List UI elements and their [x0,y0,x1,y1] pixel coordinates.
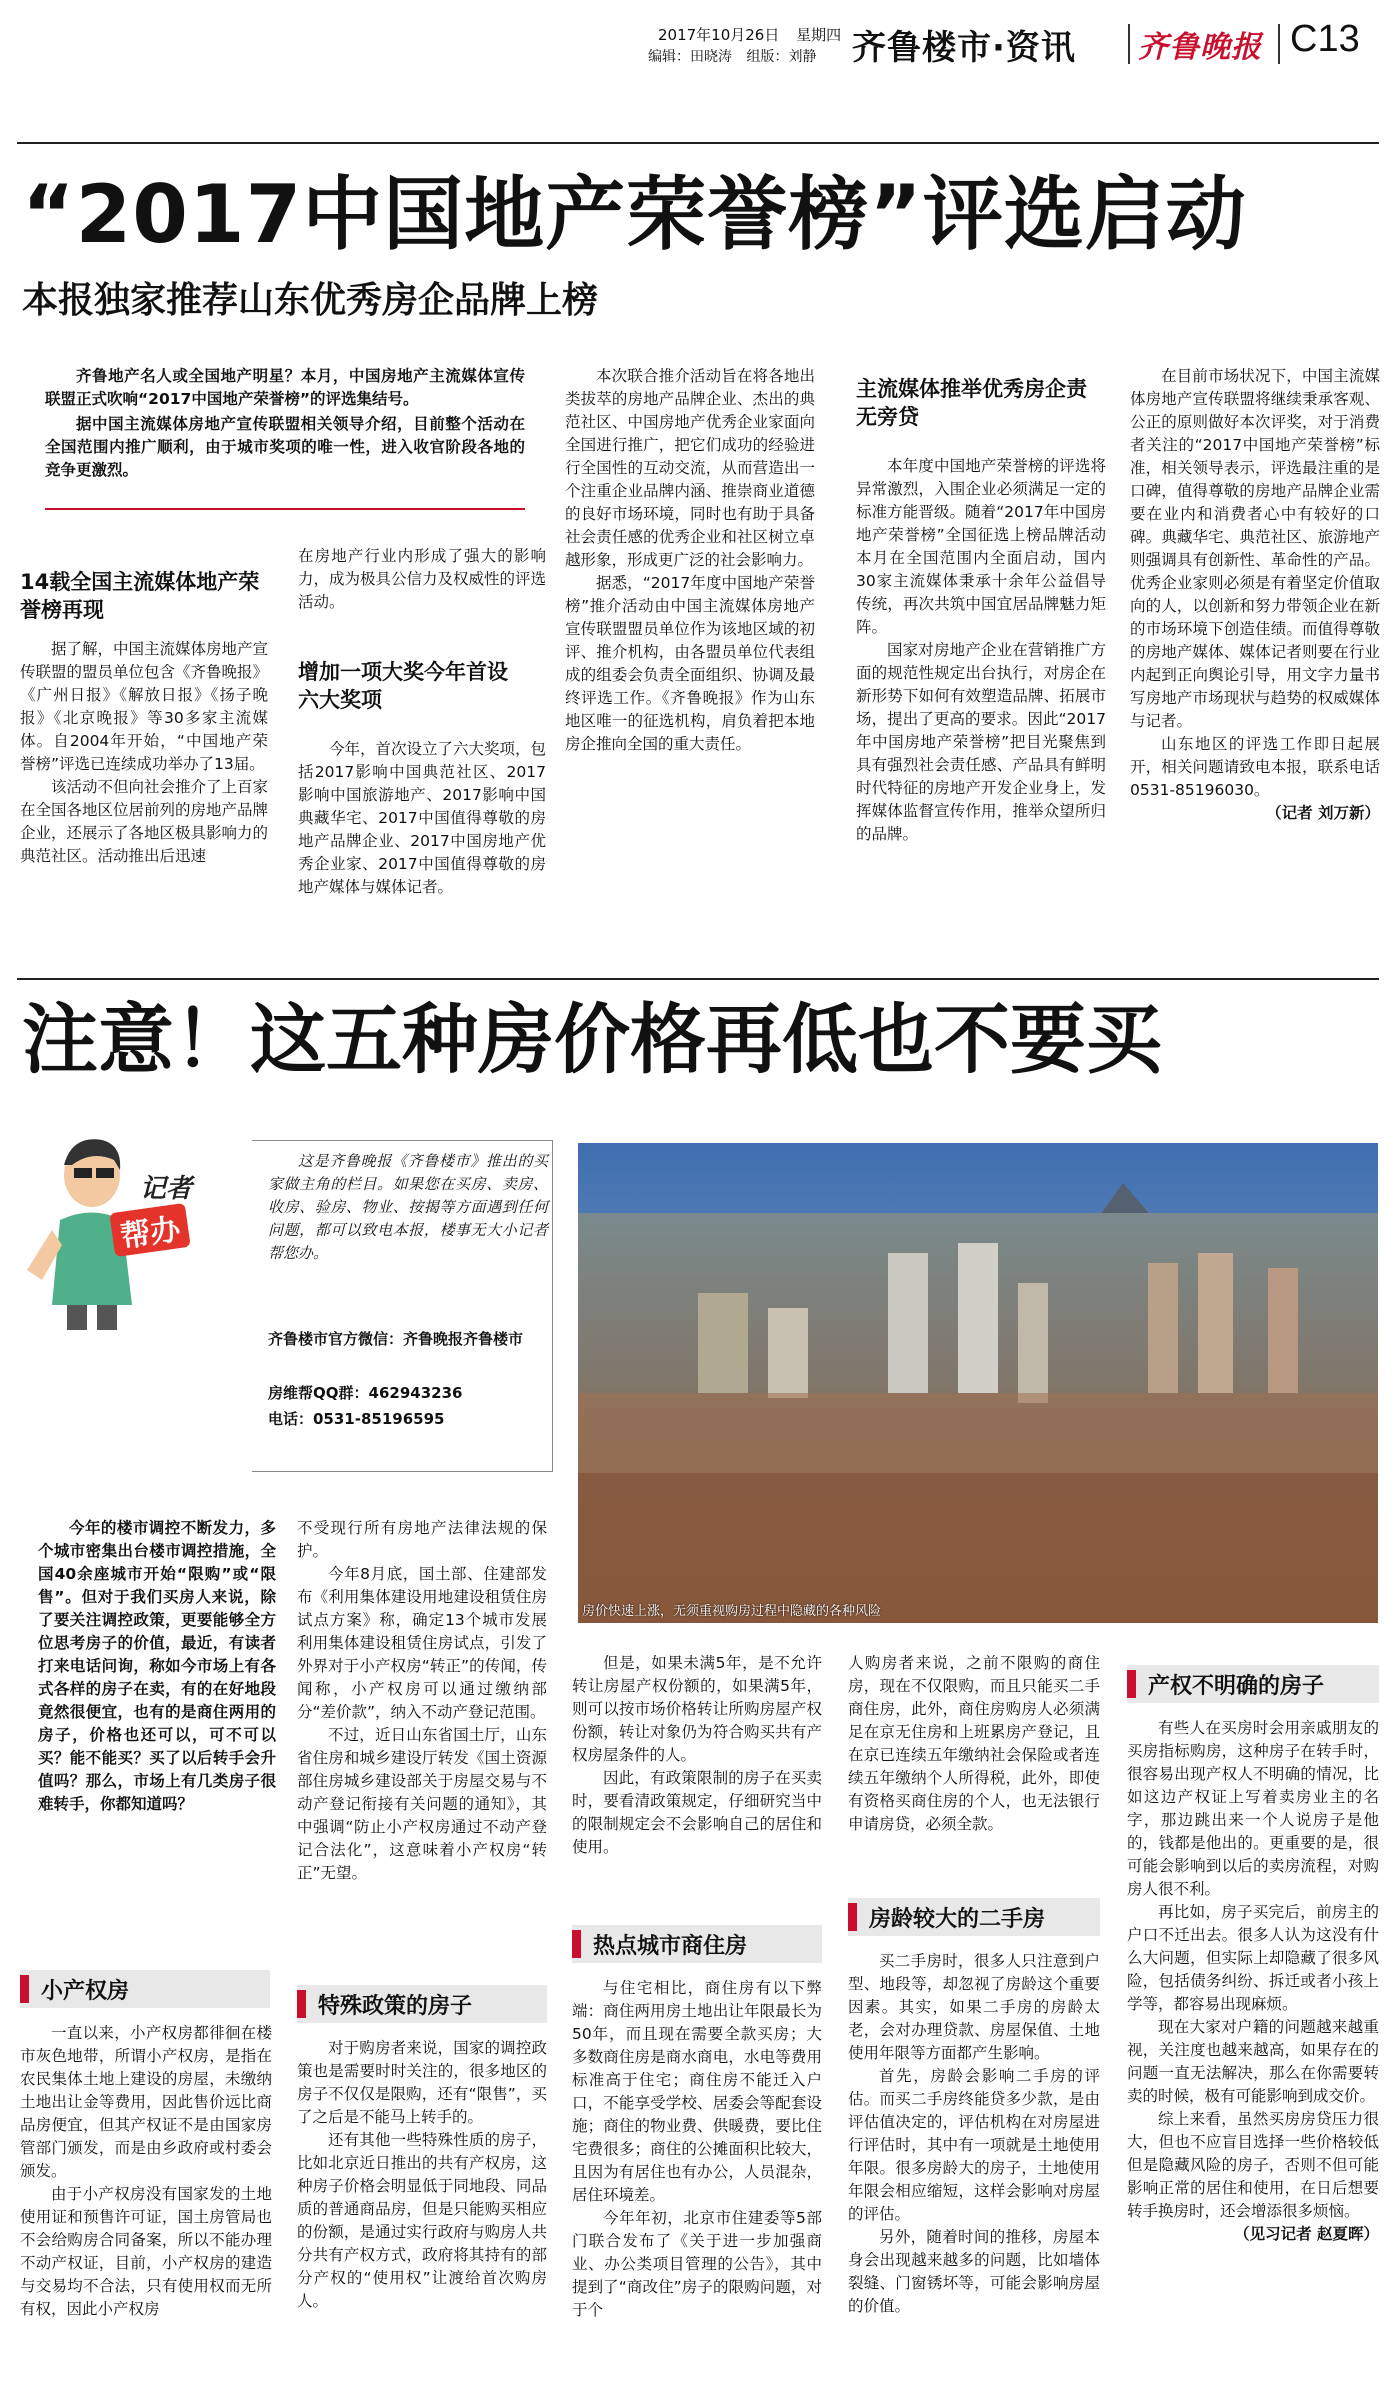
article1-lead [45,365,525,482]
header-divider-2 [1278,24,1280,64]
col1-paragraph-2: 该活动不但向社会推介了上百家在全国各地区位居前列的房地产品牌企业，还展示了各地区极具影响力的典范社区。活动推出后迅速 [20,778,269,865]
tag-commercial-residential [572,1925,822,1963]
section-title: 齐鲁楼市·资讯 [852,28,1076,68]
lead-paragraph-2: 据中国主流媒体房地产宣传联盟相关领导介绍，目前整个活动在全国范围内推广顺利，由于城市奖项的唯一性，进入收官阶段各地的竞争更激烈。 [45,415,525,479]
col2-paragraph-b: 今年8月底，国土部、住建部发布《利用集体建设用地建设租赁住房试点方案》称，确定13个城市发展利用集体建设租赁住房试点，引发了外界对于小产权房“转正”的传闻，传闻称，小产权房可以通过缴纳部分“差价款”，纳入不动产登记范围。 [297,1565,547,1721]
header-weekday: 星期四 [796,26,842,44]
help-intro: 这是齐鲁晚报《齐鲁楼市》推出的买家做主角的栏目。如果您在买房、卖房、收房、验房、物业、按揭等方面遇到任何问题，都可以致电本报，楼事无大小记者帮您办。 [268,1152,548,1262]
article2-lead: 今年的楼市调控不断发力，多个城市密集出台楼市调控措施，全国40余座城市开始“限购”或“限售”。但对于我们买房人来说，除了要关注调控政策，更要能够全方位思考房子的价值，最近，有读者打来电话问询，称如今市场上有各式各样的房子在卖，有的在好地段竟然很便宜，也有的是商住两用的房子，价格也还可以，可不可以买？能不能买？买了以后转手会升值吗？那么，市场上有几类房子很难转手，你都知道吗？ [38,1519,276,1813]
tag-bar [572,1930,581,1958]
header-divider-1 [1128,24,1130,64]
tag-unclear-ownership [1127,1665,1379,1703]
tag-small-property [20,1970,270,2008]
article1-col3 [565,365,815,756]
special-policy-paragraph-2: 还有其他一些特殊性质的房子，比如北京近日推出的共有产权房，这种房子价格会明显低于同地段、同品质的普通商品房，但是只能购买相应的份额，是通过实行政府与购房人共分共有产权方式，政府将其持有的部分产权的“使用权”让渡给首次购房人。 [297,2131,547,2310]
col3-paragraph-b: 因此，有政策限制的房子在买卖时，要看清政策规定，仔细研究当中的限制规定会不会影响自己的居住和使用。 [572,1769,822,1856]
lead-underline [45,508,525,510]
article-divider [17,978,1379,980]
article2-col5 [1127,1717,1379,2246]
help-phone: 电话：0531-85196595 [268,1410,445,1428]
ownership-paragraph-3: 现在大家对户籍的问题越来越重视，关注度也越来越高，如果存在的问题一直无法解决，那么在你需要转卖的时候，极有可能影响到成交价。 [1127,2018,1379,2105]
small-property-paragraph-1: 一直以来，小产权房都徘徊在楼市灰色地带，所谓小产权房，是指在农民集体土地上建设的房屋，未缴纳土地出让金等费用，因此售价远比商品房便宜，但其产权证不是由国家房管部门颁发，而是由乡政府或村委会颁发。 [20,2024,272,2180]
commercial-paragraph-2: 今年年初，北京市住建委等5部门联合发布了《关于进一步加强商业、办公类项目管理的公告》，其中提到了“商改住”房子的限购问题，对于个 [572,2209,822,2319]
col4-paragraph-2: 国家对房地产企业在营销推广方面的规范性规定出台执行，对房企在新形势下如何有效塑造品牌、拓展市场，提出了更高的要求。因此“2017年中国房地产荣誉榜”把目光聚焦到具有强烈社会责任感、产品具有鲜明时代特征的房地产开发企业身上，发挥媒体监督宣传作用，推举众望所归的品牌。 [856,641,1106,843]
article2-col4 [848,1652,1100,1836]
article1-title: “2017中国地产荣誉榜”评选启动 [22,168,1247,261]
article1-col2 [298,738,546,899]
col2-paragraph-0: 在房地产行业内形成了强大的影响力，成为极具公信力及权威性的评选活动。 [298,547,547,611]
small-property-paragraph-2: 由于小产权房没有国家发的土地使用证和预售许可证，国土房管局也不会给购房合同备案，所以不能办理不动产权证，目前，小产权房的建造与交易均不合法，只有使用权而无所有权，因此小产权房 [20,2185,272,2318]
tag-special-policy [297,1985,547,2023]
col4-paragraph-a: 人购房者来说，之前不限购的商住房，现在不仅限购，而且只能买二手商住房，此外，商住房购房人必须满足在京无住房和上班累房产登记，且在京已连续五年缴纳社会保险或者连续五年缴纳个人所得税，此外，即使有资格买商住房的个人，也无法银行申请房贷，必须全款。 [848,1654,1100,1833]
article1-col5 [1130,365,1380,825]
old-house-paragraph-3: 另外，随着时间的推移，房屋本身会出现越来越多的问题，比如墙体裂缝、门窗锈坏等，可能会影响房屋的价值。 [848,2228,1100,2315]
help-qq: 房维帮QQ群：462943236 [268,1384,463,1402]
photo-caption: 房价快速上涨，无须重视购房过程中隐藏的各种风险 [582,1604,882,1619]
help-wechat: 齐鲁楼市官方微信：齐鲁晚报齐鲁楼市 [268,1330,524,1348]
header-date [658,24,841,45]
city-skyline-image [578,1143,1378,1623]
header-layout: 组版：刘静 [746,49,817,65]
ownership-paragraph-2: 再比如，房子买完后，前房主的户口不迁出去。很多人认为这没有什么大问题，但实际上却隐藏了很多风险，包括债务纠纷、拆迁或者小孩上学等，都容易出现麻烦。 [1127,1903,1379,2013]
article1-subtitle: 本报独家推荐山东优秀房企品牌上榜 [22,280,599,321]
tag-bar [20,1975,29,2003]
help-box [22,1120,562,1485]
header-date-text: 2017年10月26日 [658,26,780,44]
article2-col2-lower [297,2037,547,2313]
tag-bar [297,1990,306,2018]
tag-bar [848,1903,857,1931]
article1-subhead-3: 主流媒体推举优秀房企责无旁贷 [856,377,1087,429]
tag-bar [1127,1670,1136,1698]
article1-byline: （记者 刘万新） [1266,804,1380,822]
article2-col3-lower [572,1977,822,2322]
tag-old-house-label: 房龄较大的二手房 [869,1906,1046,1932]
col2-paragraph-1: 今年，首次设立了六大奖项，包括2017影响中国典范社区、2017影响中国旅游地产、2017影响中国典藏华宅、2017中国值得尊敬的房地产品牌企业、2017中国房地产优秀企业家、2017中国值得尊敬的房地产媒体与媒体记者。 [298,740,547,896]
article2-col3 [572,1652,822,1859]
tag-special-policy-label: 特殊政策的房子 [318,1993,473,2019]
col1-paragraph-1: 据了解，中国主流媒体房地产宣传联盟的盟员单位包含《齐鲁晚报》《广州日报》《解放日报》《扬子晚报》《北京晚报》等30多家主流媒体。自2004年开始，“中国地产荣誉榜”评选已连续成功举办了13届。 [20,640,269,773]
commercial-paragraph-1: 与住宅相比，商住房有以下弊端：商住两用房土地出让年限最长为50年，而且现在需要全款买房；大多数商住房是商水商电，水电等费用标准高于住宅；商住房不能迁入户口，不能享受学校、居委会等配套设施；商住的物业费、供暖费，要比住宅费很多；商住的公摊面积比较大，且因为有居住也有办公，人员混杂，居住环境差。 [572,1979,822,2204]
article2-byline: （见习记者 赵夏晖） [1234,2225,1379,2243]
col4-paragraph-1: 本年度中国地产荣誉榜的评选将异常激烈，入围企业必须满足一定的标准方能晋级。随着“2017年中国房地产荣誉榜”全国征选上榜品牌活动本月在全国范围内全面启动，国内30家主流媒体秉承十余年公益倡导传统，再次共筑中国宜居品牌魅力矩阵。 [856,457,1106,636]
article1-subhead-2: 增加一项大奖今年首设六大奖项 [298,660,508,712]
tag-commercial-residential-label: 热点城市商住房 [593,1933,748,1959]
tag-unclear-ownership-label: 产权不明确的房子 [1148,1673,1325,1699]
city-skyline-photo [578,1143,1378,1623]
col2-paragraph-c: 不过，近日山东省国土厅，山东省住房和城乡建设厅转发《国土资源部住房城乡建设部关于房屋交易与不动产登记衔接有关问题的通知》，其中强调“防止小产权房通过不动产登记合法化”，这意味着小产权房“转正”无望。 [297,1726,547,1882]
special-policy-paragraph-1: 对于购房者来说，国家的调控政策也是需要时时关注的，很多地区的房子不仅仅是限购，还有“限售”，买了之后是不能马上转手的。 [297,2039,547,2126]
tag-small-property-label: 小产权房 [41,1978,130,2004]
ownership-paragraph-1: 有些人在买房时会用亲戚朋友的买房指标购房，这种房子在转手时，很容易出现产权人不明确的情况，比如这边产权证上写着卖房业主的名字，那边跳出来一个人说房子是他的，钱都是他出的。更重要的是，很可能会影响到以后的卖房流程，对购房人很不利。 [1127,1719,1379,1898]
badge-reporter: 记者 [140,1174,193,1204]
article1-col1 [20,638,268,868]
header-editor-line [648,46,816,66]
col5-paragraph-1: 在目前市场状况下，中国主流媒体房地产宣传联盟将继续秉承客观、公正的原则做好本次评奖，对于消费者关注的“2017中国地产荣誉榜”标准，相关领导表示，评选最注重的是口碑，值得尊敬的房地产品牌企业需要在业内和消费者心中有较好的口碑。典藏华宅、典范社区、旅游地产则强调具有创新性、革命性的产品。优秀企业家则必须是有着坚定价值取向的人，以创新和努力带领企业在新的市场环境下创造佳绩。而值得尊敬的房地产媒体、媒体记者则要在行业内起到正向舆论引导，用文字力量书写房地产市场现状与趋势的权威媒体与记者。 [1130,367,1380,730]
article1-col2-top [298,545,546,614]
old-house-paragraph-1: 买二手房时，很多人只注意到户型、地段等，却忽视了房龄这个重要因素。其实，如果二手房的房龄太老，会对办理贷款、房屋保值、土地使用年限等方面都产生影响。 [848,1952,1100,2062]
lead-paragraph-1: 齐鲁地产名人或全国地产明星？本月，中国房地产主流媒体宣传联盟正式吹响“2017中国地产荣誉榜”的评选集结号。 [45,367,525,408]
header-editor: 编辑：田晓涛 [648,49,732,65]
badge-help: 帮办 [109,1203,190,1257]
col3-paragraph-a: 但是，如果未满5年，是不允许转让房屋产权份额的，如果满5年，则可以按市场价格转让所购房屋产权份额，转让对象仍为符合购买共有产权房屋条件的人。 [572,1654,822,1764]
header-rule [17,142,1379,144]
page-number: C13 [1290,18,1360,60]
tag-old-house [848,1898,1100,1936]
ownership-paragraph-4: 综上来看，虽然买房房贷压力很大，但也不应盲目选择一些价格较低但是隐藏风险的房子，否则不但可能影响正常的居住和使用，在日后想要转手换房时，还会增添很多烦恼。 [1127,2110,1379,2220]
article2-col4-lower [848,1950,1100,2318]
col5-paragraph-2: 山东地区的评选工作即日起展开，相关问题请致电本报，联系电话0531-85196030。 [1130,735,1380,799]
article2-col2 [297,1517,547,1885]
article1-subhead-1: 14载全国主流媒体地产荣誉榜再现 [20,570,260,622]
article2-col1 [20,2022,272,2321]
old-house-paragraph-2: 首先，房龄会影响二手房的评估。而买二手房终能贷多少款，是由评估值决定的，评估机构在对房屋进行评估时，其中有一项就是土地使用年限。很多房龄大的房子，土地使用年限会相应缩短，这样会影响对房屋的评估。 [848,2067,1100,2223]
col3-paragraph-1: 本次联合推介活动旨在将各地出类拔萃的房地产品牌企业、杰出的典范社区、中国房地产优秀企业家面向全国进行推广，把它们成功的经验进行全国性的互动交流，从而营造出一个注重企业品牌内涵、推崇商业道德的良好市场环境，同时也有助于具备社会责任感的优秀企业和社区树立卓越形象，形成更广泛的社会影响力。 [565,367,815,569]
paper-logo: 齐鲁晚报 [1138,30,1262,65]
article1-col4 [856,455,1106,846]
article2-title: 注意！这五种房价格再低也不要买 [22,995,1162,1084]
col3-paragraph-2: 据悉，“2017年度中国地产荣誉榜”推介活动由中国主流媒体房地产宣传联盟盟员单位作为该地区域的初评、推介机构，由各盟员单位代表组成的组委会负责全面组织、协调及最终评选工作。《齐鲁晚报》作为山东地区唯一的征选机构，肩负着把本地房企推向全国的重大责任。 [565,574,815,753]
col2-paragraph-a: 不受现行所有房地产法律法规的保护。 [297,1519,547,1560]
